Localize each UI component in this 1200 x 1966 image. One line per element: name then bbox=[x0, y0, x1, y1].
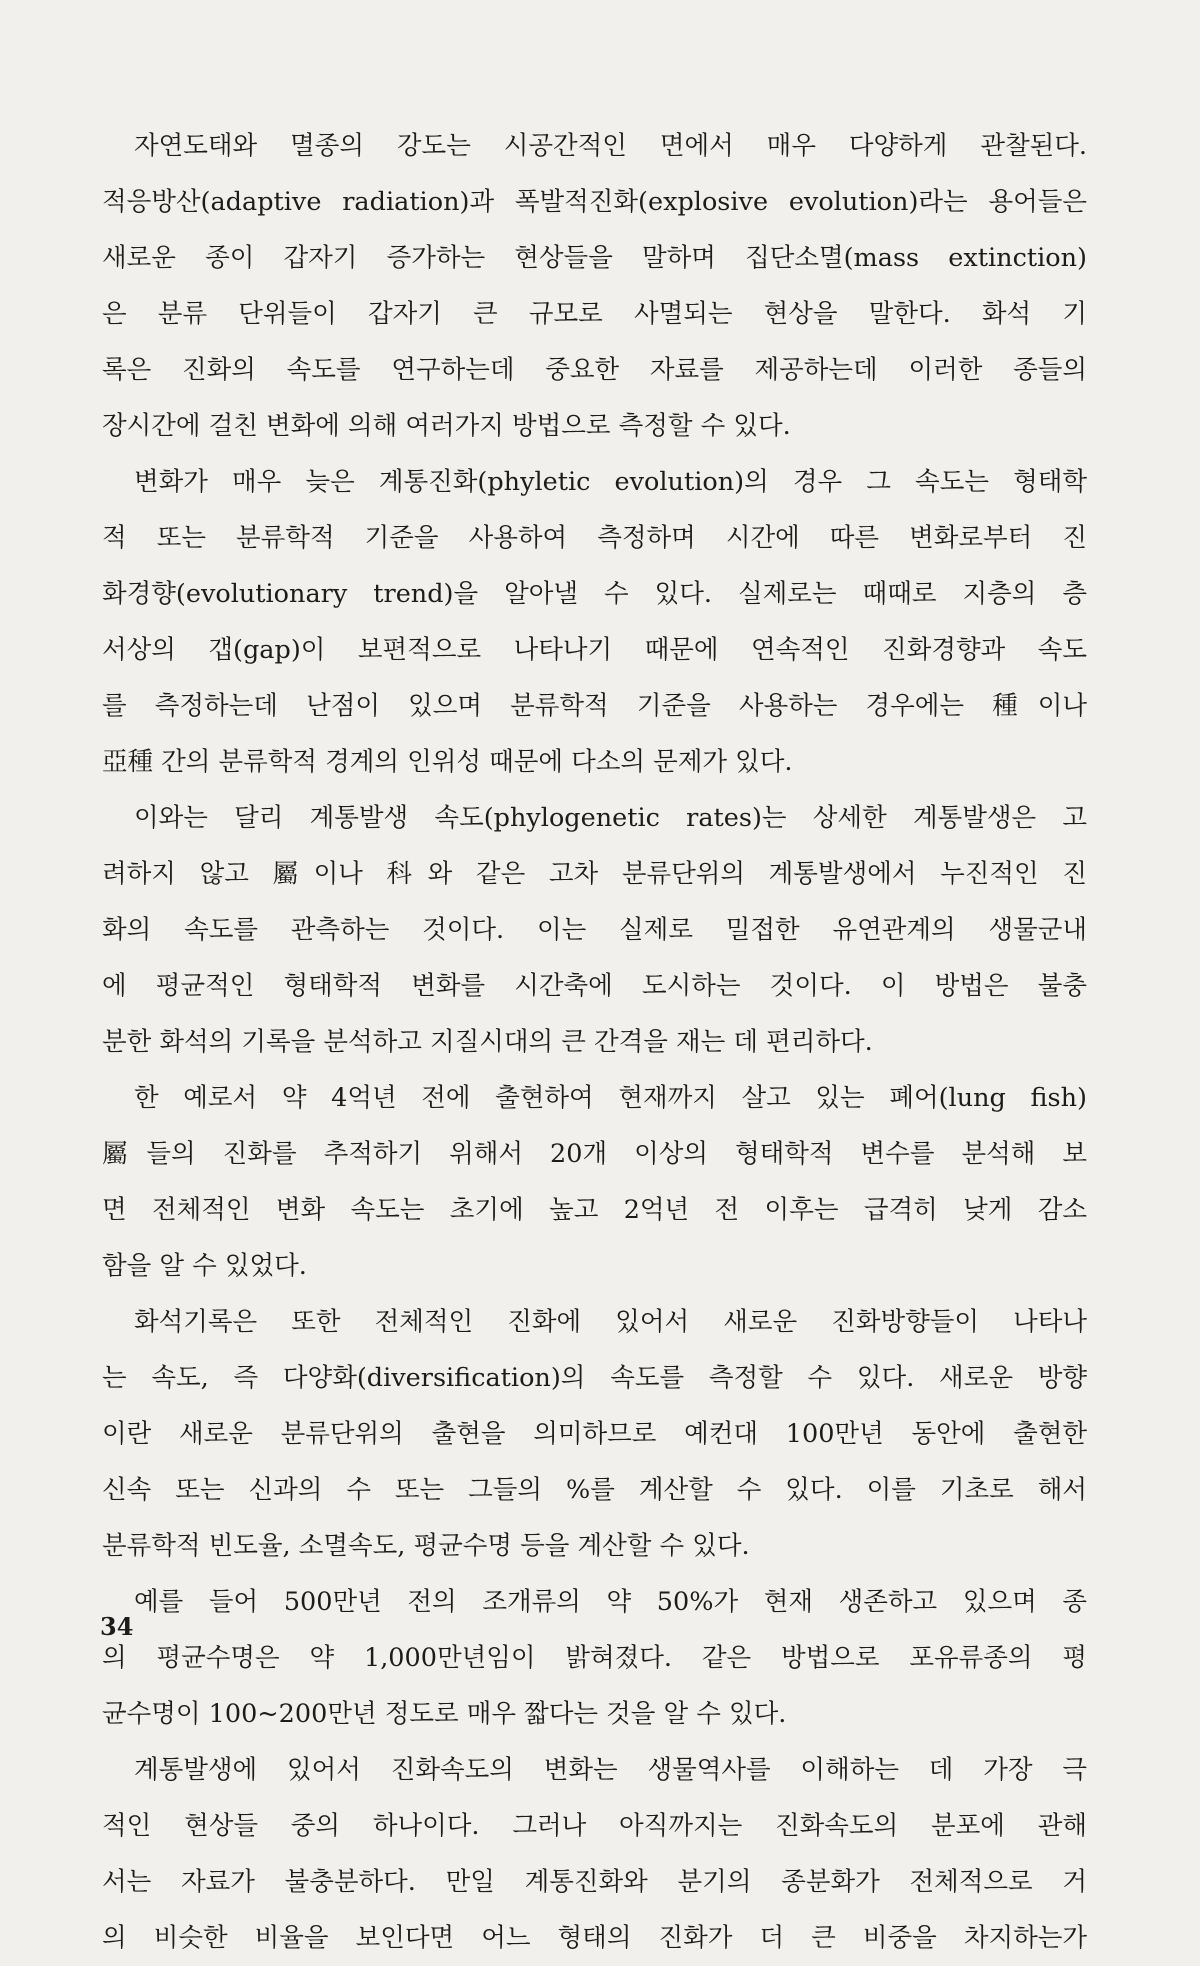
text-line: 계통발생에 있어서 진화속도의 변화는 생물역사를 이해하는 데 가장 극 bbox=[134, 1755, 1087, 1785]
text-line: 려하지 않고 屬이나 科와 같은 고차 분류단위의 계통발생에서 누진적인 진 bbox=[102, 859, 1087, 889]
text-line: 서상의 갭(gap)이 보편적으로 나타나기 때문에 연속적인 진화경향과 속도 bbox=[102, 635, 1087, 665]
text-line: 亞種 간의 분류학적 경계의 인위성 때문에 다소의 문제가 있다. bbox=[102, 747, 793, 777]
text-line: 화의 속도를 관측하는 것이다. 이는 실제로 밀접한 유연관계의 생물군내 bbox=[102, 915, 1087, 945]
text-line: 균수명이 100~200만년 정도로 매우 짧다는 것을 알 수 있다. bbox=[102, 1699, 787, 1729]
text-line: 는 속도, 즉 다양화(diversification)의 속도를 측정할 수 있다. 새로운 방향 bbox=[102, 1363, 1087, 1393]
page-number: 34 bbox=[100, 1612, 134, 1641]
body-text bbox=[102, 118, 1087, 1966]
text-line: 은 분류 단위들이 갑자기 큰 규모로 사멸되는 현상을 말한다. 화석 기 bbox=[102, 299, 1087, 329]
text-line: 에 평균적인 형태학적 변화를 시간축에 도시하는 것이다. 이 방법은 불충 bbox=[102, 971, 1087, 1001]
text-line: 한 예로서 약 4억년 전에 출현하여 현재까지 살고 있는 폐어(lung fish) bbox=[134, 1083, 1087, 1113]
text-line: 신속 또는 신과의 수 또는 그들의 %를 계산할 수 있다. 이를 기초로 해서 bbox=[102, 1475, 1087, 1505]
text-line: 이와는 달리 계통발생 속도(phylogenetic rates)는 상세한 계통발생은 고 bbox=[134, 803, 1087, 833]
text-line: 를 측정하는데 난점이 있으며 분류학적 기준을 사용하는 경우에는 種이나 bbox=[102, 691, 1087, 721]
text-line: 의 평균수명은 약 1,000만년임이 밝혀졌다. 같은 방법으로 포유류종의 평 bbox=[102, 1643, 1087, 1673]
text-line: 화석기록은 또한 전체적인 진화에 있어서 새로운 진화방향들이 나타나 bbox=[134, 1307, 1087, 1337]
text-line: 록은 진화의 속도를 연구하는데 중요한 자료를 제공하는데 이러한 종들의 bbox=[102, 355, 1087, 385]
text-line: 함을 알 수 있었다. bbox=[102, 1251, 307, 1281]
text-line: 변화가 매우 늦은 계통진화(phyletic evolution)의 경우 그 속도는 형태학 bbox=[134, 467, 1087, 497]
text-line: 적응방산(adaptive radiation)과 폭발적진화(explosive evolution)라는 용어들은 bbox=[102, 187, 1087, 217]
text-line: 면 전체적인 변화 속도는 초기에 높고 2억년 전 이후는 급격히 낮게 감소 bbox=[102, 1195, 1087, 1225]
text-line: 화경향(evolutionary trend)을 알아낼 수 있다. 실제로는 때때로 지층의 층 bbox=[102, 579, 1087, 609]
text-line: 장시간에 걸친 변화에 의해 여러가지 방법으로 측정할 수 있다. bbox=[102, 411, 791, 441]
text-line: 분한 화석의 기록을 분석하고 지질시대의 큰 간격을 재는 데 편리하다. bbox=[102, 1027, 873, 1057]
text-line: 적 또는 분류학적 기준을 사용하여 측정하며 시간에 따른 변화로부터 진 bbox=[102, 523, 1087, 553]
text-line: 분류학적 빈도율, 소멸속도, 평균수명 등을 계산할 수 있다. bbox=[102, 1531, 750, 1561]
text-line: 예를 들어 500만년 전의 조개류의 약 50%가 현재 생존하고 있으며 종 bbox=[134, 1587, 1087, 1617]
text-line: 서는 자료가 불충분하다. 만일 계통진화와 분기의 종분화가 전체적으로 거 bbox=[102, 1867, 1087, 1897]
text-line: 이란 새로운 분류단위의 출현을 의미하므로 예컨대 100만년 동안에 출현한 bbox=[102, 1419, 1087, 1449]
text-line: 屬들의 진화를 추적하기 위해서 20개 이상의 형태학적 변수를 분석해 보 bbox=[102, 1139, 1087, 1169]
text-line: 적인 현상들 중의 하나이다. 그러나 아직까지는 진화속도의 분포에 관해 bbox=[102, 1811, 1087, 1841]
text-line: 의 비슷한 비율을 보인다면 어느 형태의 진화가 더 큰 비중을 차지하는가 bbox=[102, 1923, 1087, 1953]
text-line: 새로운 종이 갑자기 증가하는 현상들을 말하며 집단소멸(mass extinction) bbox=[102, 243, 1087, 273]
text-line: 자연도태와 멸종의 강도는 시공간적인 면에서 매우 다양하게 관찰된다. bbox=[134, 131, 1087, 161]
